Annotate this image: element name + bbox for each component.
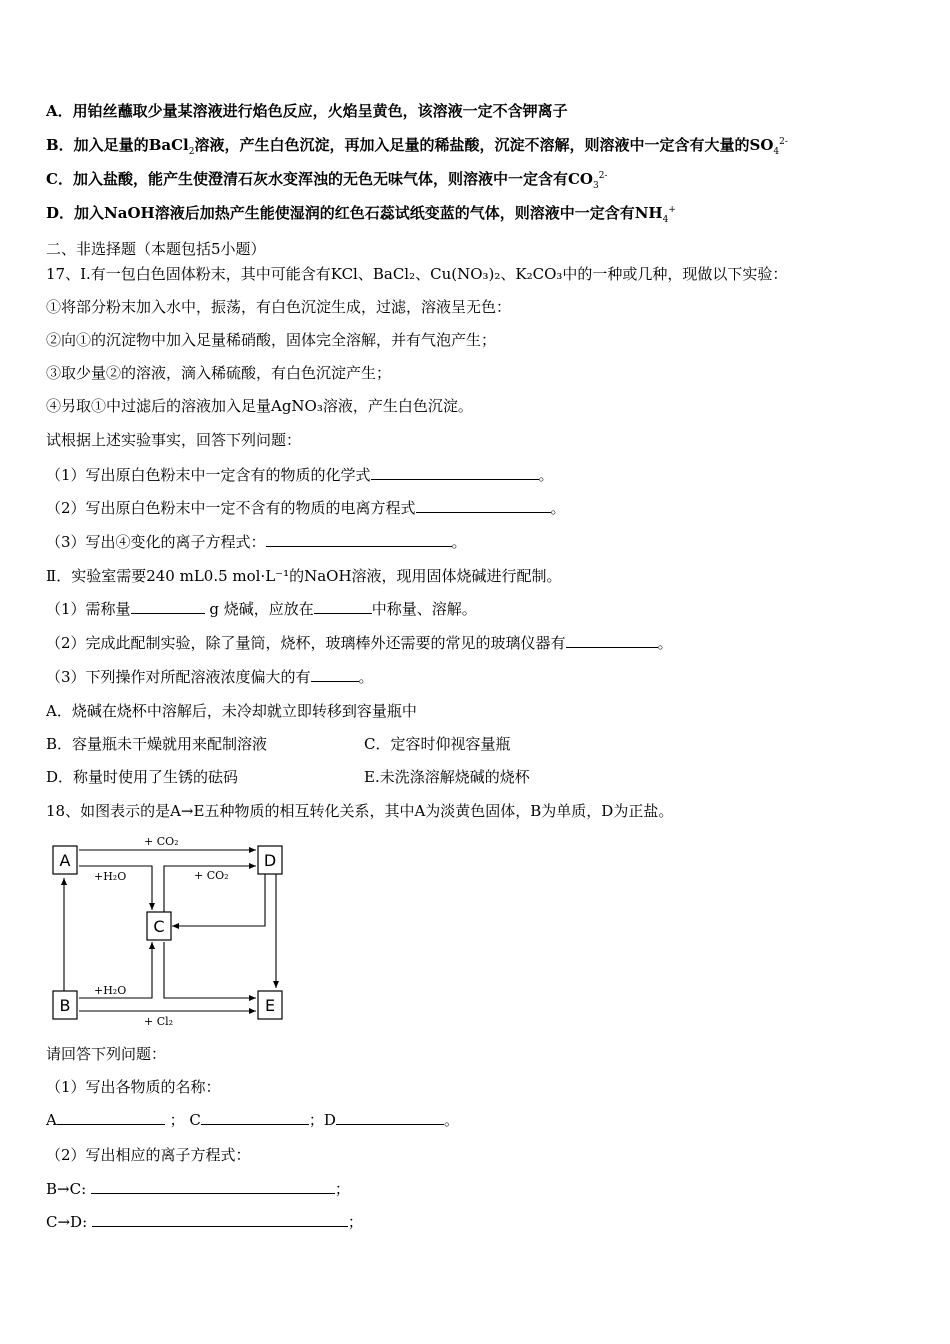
- answer-blank[interactable]: [566, 633, 658, 648]
- q17-part1: （1）写出原白色粉末中一定含有的物质的化学式 。: [46, 466, 554, 484]
- q18-bc: B→C: ；: [46, 1180, 350, 1198]
- q17-step4: ④另取①中过滤后的溶液加入足量AgNO₃溶液，产生白色沉淀。: [46, 397, 473, 415]
- cond-co2-top: + CO₂: [144, 835, 179, 848]
- q17-step2: ②向①的沉淀物中加入足量稀硝酸，固体完全溶解，并有气泡产生；: [46, 331, 497, 349]
- conversion-diagram: [46, 832, 296, 1028]
- answer-blank[interactable]: [57, 1110, 165, 1125]
- q17-part2: （2）写出原白色粉末中一定不含有的物质的电离方程式 。: [46, 499, 566, 517]
- answer-blank[interactable]: [92, 1212, 348, 1227]
- q18-part1: （1）写出各物质的名称：: [46, 1078, 221, 1096]
- q17-choice-b: B．容量瓶未干燥就用来配制溶液: [46, 735, 268, 753]
- option-b: B．加入足量的BaCl$_2$溶液，产生白色沉淀，再加入足量的稀盐酸，沉淀不溶解，则溶液中一定含有大量的$SO_4^{2-}$: [46, 136, 788, 157]
- cond-h2o-a: +H₂O: [94, 870, 127, 883]
- option-d: D．加入NaOH溶液后加热产生能使湿润的红色石蕊试纸变蓝的气体，则溶液中一定含有$NH_4^+$: [46, 204, 676, 225]
- box-a-label: A: [59, 851, 71, 870]
- q17-ii-intro: Ⅱ．实验室需要240 mL0.5 mol·L⁻¹的NaOH溶液，现用固体烧碱进行配制。: [46, 567, 562, 585]
- q17-part3: （3）写出④变化的离子方程式： 。: [46, 533, 467, 551]
- answer-blank[interactable]: [201, 1110, 309, 1125]
- q17-intro: 17、Ⅰ.有一包白色固体粉末，其中可能含有KCl、BaCl₂、Cu(NO₃)₂、K₂CO₃中的一种或几种，现做以下实验：: [46, 265, 788, 283]
- q17-ii-part1: （1）需称量 g 烧碱，应放在 中称量、溶解。: [46, 600, 477, 618]
- answer-blank[interactable]: [314, 599, 372, 614]
- q18-part2: （2）写出相应的离子方程式：: [46, 1146, 251, 1164]
- box-c-label: C: [153, 917, 165, 936]
- q17-choice-c: C．定容时仰视容量瓶: [364, 735, 511, 753]
- q17-choice-a: A．烧碱在烧杯中溶解后，未冷却就立即转移到容量瓶中: [46, 702, 417, 720]
- answer-blank[interactable]: [336, 1110, 444, 1125]
- cond-co2-mid: + CO₂: [194, 869, 229, 882]
- section-heading: 二、非选择题（本题包括5小题）: [46, 240, 266, 258]
- q18-ask: 请回答下列问题：: [46, 1045, 167, 1063]
- answer-blank[interactable]: [416, 498, 551, 513]
- option-c: C．加入盐酸，能产生使澄清石灰水变浑浊的无色无味气体，则溶液中一定含有$CO_3^{2-}$: [46, 170, 608, 191]
- q17-ii-part3: （3）下列操作对所配溶液浓度偏大的有 。: [46, 668, 374, 686]
- box-e-label: E: [264, 996, 276, 1015]
- q18-names: A ； C ；D 。: [46, 1111, 459, 1129]
- q17-ask: 试根据上述实验事实，回答下列问题：: [46, 431, 302, 449]
- answer-blank[interactable]: [91, 1179, 335, 1194]
- q18-intro: 18、如图表示的是A→E五种物质的相互转化关系，其中A为淡黄色固体，B为单质，D为正盐。: [46, 802, 674, 820]
- cond-h2o-b: +H₂O: [94, 984, 127, 997]
- q17-step3: ③取少量②的溶液，滴入稀硫酸，有白色沉淀产生；: [46, 364, 392, 382]
- answer-blank[interactable]: [371, 465, 539, 480]
- answer-blank[interactable]: [266, 532, 452, 547]
- q18-cd: C→D: ；: [46, 1213, 363, 1231]
- answer-blank[interactable]: [311, 667, 359, 682]
- q17-choice-e: E.未洗涤溶解烧碱的烧杯: [364, 768, 530, 786]
- arrow-c-e: [164, 942, 256, 998]
- box-d-label: D: [263, 851, 277, 870]
- option-a: A．用铂丝蘸取少量某溶液进行焰色反应，火焰呈黄色，该溶液一定不含钾离子: [46, 102, 568, 120]
- box-b-label: B: [59, 996, 71, 1015]
- q17-choice-d: D．称量时使用了生锈的砝码: [46, 768, 239, 786]
- q17-ii-part2: （2）完成此配制实验，除了量筒，烧杯，玻璃棒外还需要的常见的玻璃仪器有 。: [46, 634, 673, 652]
- cond-cl2: + Cl₂: [144, 1015, 174, 1028]
- answer-blank[interactable]: [131, 599, 205, 614]
- q17-step1: ①将部分粉末加入水中，振荡，有白色沉淀生成，过滤，溶液呈无色：: [46, 298, 512, 316]
